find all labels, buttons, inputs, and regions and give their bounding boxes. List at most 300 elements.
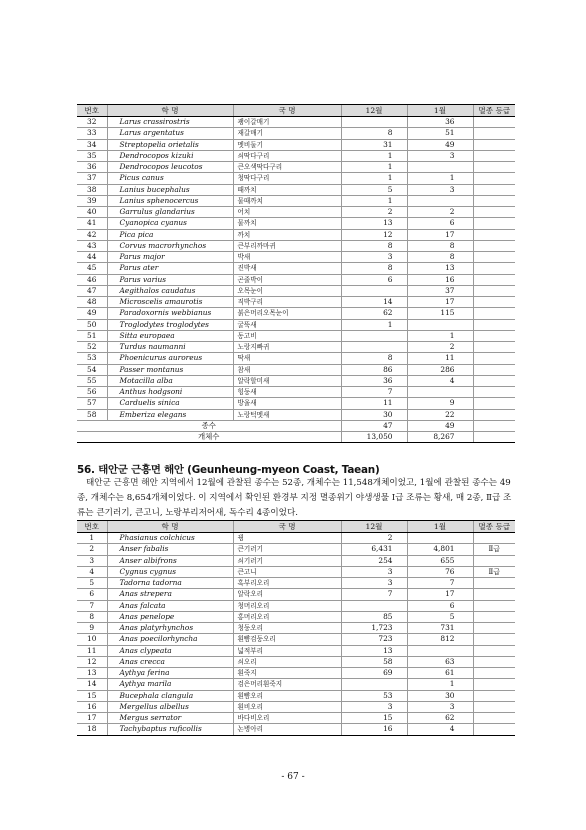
cell-december-count: 58 bbox=[341, 656, 407, 667]
cell-scientific-name: Tadorna tadorna bbox=[107, 578, 233, 589]
cell-january-count bbox=[407, 533, 473, 544]
cell-endangered-grade bbox=[473, 623, 515, 634]
cell-endangered-grade bbox=[473, 128, 515, 139]
cell-korean-name: 진박새 bbox=[233, 263, 341, 274]
cell-endangered-grade bbox=[473, 375, 515, 386]
cell-korean-name: 알락오리 bbox=[233, 589, 341, 600]
table-row bbox=[77, 207, 515, 218]
individual-count-grade bbox=[473, 432, 515, 443]
cell-december-count: 723 bbox=[341, 634, 407, 645]
cell-number: 13 bbox=[77, 668, 107, 679]
cell-december-count: 14 bbox=[341, 297, 407, 308]
header-december: 12월 bbox=[341, 521, 407, 533]
cell-number: 17 bbox=[77, 713, 107, 724]
cell-december-count bbox=[341, 330, 407, 341]
cell-endangered-grade: Ⅱ급 bbox=[473, 566, 515, 577]
cell-january-count: 4,801 bbox=[407, 544, 473, 555]
cell-number: 45 bbox=[77, 263, 107, 274]
cell-scientific-name: Anas penelope bbox=[107, 611, 233, 622]
cell-december-count: 8 bbox=[341, 353, 407, 364]
cell-korean-name: 쇠기러기 bbox=[233, 555, 341, 566]
cell-number: 36 bbox=[77, 162, 107, 173]
cell-january-count bbox=[407, 387, 473, 398]
cell-scientific-name: Pica pica bbox=[107, 229, 233, 240]
header-scientific-name: 학 명 bbox=[107, 521, 233, 533]
cell-january-count: 49 bbox=[407, 139, 473, 150]
species-count-january: 49 bbox=[407, 420, 473, 431]
cell-january-count bbox=[407, 319, 473, 330]
cell-december-count: 1 bbox=[341, 162, 407, 173]
cell-scientific-name: Aythya marila bbox=[107, 679, 233, 690]
cell-korean-name: 홍머리오리 bbox=[233, 611, 341, 622]
cell-korean-name: 곤줄박이 bbox=[233, 274, 341, 285]
cell-korean-name: 큰기러기 bbox=[233, 544, 341, 555]
table-row bbox=[77, 139, 515, 150]
table-row bbox=[77, 364, 515, 375]
bird-survey-table-geunheung bbox=[77, 520, 515, 736]
cell-december-count bbox=[341, 600, 407, 611]
cell-korean-name: 쇠오리 bbox=[233, 656, 341, 667]
table-row bbox=[77, 353, 515, 364]
cell-december-count: 15 bbox=[341, 713, 407, 724]
cell-january-count: 655 bbox=[407, 555, 473, 566]
cell-number: 6 bbox=[77, 589, 107, 600]
cell-scientific-name: Parus varius bbox=[107, 274, 233, 285]
cell-korean-name: 붉은머리오목눈이 bbox=[233, 308, 341, 319]
cell-endangered-grade bbox=[473, 173, 515, 184]
cell-number: 49 bbox=[77, 308, 107, 319]
table-row bbox=[77, 319, 515, 330]
cell-korean-name: 때까치 bbox=[233, 184, 341, 195]
cell-endangered-grade bbox=[473, 656, 515, 667]
table-row bbox=[77, 274, 515, 285]
cell-scientific-name: Turdus naumanni bbox=[107, 342, 233, 353]
cell-january-count: 115 bbox=[407, 308, 473, 319]
table-row bbox=[77, 645, 515, 656]
cell-endangered-grade bbox=[473, 713, 515, 724]
cell-korean-name: 흰뺨오리 bbox=[233, 690, 341, 701]
cell-scientific-name: Anser albifrons bbox=[107, 555, 233, 566]
cell-korean-name: 딱새 bbox=[233, 353, 341, 364]
table-row bbox=[77, 229, 515, 240]
cell-endangered-grade bbox=[473, 398, 515, 409]
cell-scientific-name: Troglodytes troglodytes bbox=[107, 319, 233, 330]
cell-endangered-grade bbox=[473, 364, 515, 375]
table-row bbox=[77, 713, 515, 724]
cell-scientific-name: Parus major bbox=[107, 252, 233, 263]
cell-endangered-grade bbox=[473, 690, 515, 701]
cell-scientific-name: Anas strepera bbox=[107, 589, 233, 600]
header-endangered-grade: 멸종 등급 bbox=[473, 105, 515, 117]
cell-scientific-name: Dendrocopos kizuki bbox=[107, 150, 233, 161]
table-row bbox=[77, 117, 515, 128]
cell-december-count: 3 bbox=[341, 252, 407, 263]
cell-scientific-name: Cygnus cygnus bbox=[107, 566, 233, 577]
cell-korean-name: 물까치 bbox=[233, 218, 341, 229]
cell-endangered-grade bbox=[473, 533, 515, 544]
table-row bbox=[77, 600, 515, 611]
cell-number: 42 bbox=[77, 229, 107, 240]
cell-scientific-name: Anas clypeata bbox=[107, 645, 233, 656]
table-row bbox=[77, 533, 515, 544]
cell-january-count: 3 bbox=[407, 150, 473, 161]
cell-scientific-name: Larus crassirostris bbox=[107, 117, 233, 128]
cell-scientific-name: Picus canus bbox=[107, 173, 233, 184]
species-count-december: 47 bbox=[341, 420, 407, 431]
cell-endangered-grade bbox=[473, 589, 515, 600]
cell-korean-name: 큰부리까마귀 bbox=[233, 240, 341, 251]
header-january: 1월 bbox=[407, 521, 473, 533]
cell-december-count: 5 bbox=[341, 184, 407, 195]
table-header-row bbox=[77, 105, 515, 117]
cell-january-count: 61 bbox=[407, 668, 473, 679]
individual-count-row bbox=[77, 432, 515, 443]
cell-number: 57 bbox=[77, 398, 107, 409]
cell-korean-name: 검은머리흰죽지 bbox=[233, 679, 341, 690]
header-korean-name: 국 명 bbox=[233, 521, 341, 533]
cell-scientific-name: Mergus serrator bbox=[107, 713, 233, 724]
cell-january-count: 8 bbox=[407, 240, 473, 251]
cell-endangered-grade bbox=[473, 319, 515, 330]
cell-january-count: 62 bbox=[407, 713, 473, 724]
cell-january-count: 22 bbox=[407, 409, 473, 420]
cell-december-count: 8 bbox=[341, 263, 407, 274]
cell-january-count: 5 bbox=[407, 611, 473, 622]
cell-korean-name: 동고비 bbox=[233, 330, 341, 341]
cell-korean-name: 흰죽지 bbox=[233, 668, 341, 679]
header-no: 번호 bbox=[77, 105, 107, 117]
table-row bbox=[77, 308, 515, 319]
table-row bbox=[77, 409, 515, 420]
cell-january-count bbox=[407, 162, 473, 173]
cell-january-count: 9 bbox=[407, 398, 473, 409]
cell-january-count: 63 bbox=[407, 656, 473, 667]
cell-january-count: 3 bbox=[407, 701, 473, 712]
cell-december-count: 3 bbox=[341, 578, 407, 589]
table-header-row bbox=[77, 521, 515, 533]
cell-scientific-name: Motacilla alba bbox=[107, 375, 233, 386]
cell-december-count: 254 bbox=[341, 555, 407, 566]
cell-december-count: 1,723 bbox=[341, 623, 407, 634]
cell-korean-name: 참새 bbox=[233, 364, 341, 375]
cell-january-count: 1 bbox=[407, 330, 473, 341]
cell-scientific-name: Tachybaptus ruficollis bbox=[107, 724, 233, 735]
table-row bbox=[77, 297, 515, 308]
cell-january-count: 731 bbox=[407, 623, 473, 634]
cell-december-count: 6,431 bbox=[341, 544, 407, 555]
cell-korean-name: 큰고니 bbox=[233, 566, 341, 577]
table-row bbox=[77, 566, 515, 577]
cell-december-count: 7 bbox=[341, 589, 407, 600]
cell-december-count: 86 bbox=[341, 364, 407, 375]
cell-january-count: 7 bbox=[407, 578, 473, 589]
cell-december-count bbox=[341, 117, 407, 128]
cell-scientific-name: Larus argentatus bbox=[107, 128, 233, 139]
table-row bbox=[77, 555, 515, 566]
cell-endangered-grade bbox=[473, 342, 515, 353]
header-january: 1월 bbox=[407, 105, 473, 117]
table-row bbox=[77, 724, 515, 735]
page-number: - 67 - bbox=[281, 772, 305, 782]
cell-january-count: 17 bbox=[407, 229, 473, 240]
table-row bbox=[77, 398, 515, 409]
cell-number: 2 bbox=[77, 544, 107, 555]
cell-korean-name: 어치 bbox=[233, 207, 341, 218]
cell-december-count: 31 bbox=[341, 139, 407, 150]
cell-korean-name: 알락할미새 bbox=[233, 375, 341, 386]
table-row bbox=[77, 252, 515, 263]
cell-number: 53 bbox=[77, 353, 107, 364]
cell-scientific-name: Anas poecilorhyncha bbox=[107, 634, 233, 645]
cell-endangered-grade bbox=[473, 679, 515, 690]
cell-january-count: 4 bbox=[407, 724, 473, 735]
cell-january-count: 286 bbox=[407, 364, 473, 375]
cell-number: 38 bbox=[77, 184, 107, 195]
cell-korean-name: 까치 bbox=[233, 229, 341, 240]
table-row bbox=[77, 342, 515, 353]
cell-january-count: 6 bbox=[407, 600, 473, 611]
cell-number: 16 bbox=[77, 701, 107, 712]
table-row bbox=[77, 195, 515, 206]
cell-endangered-grade bbox=[473, 387, 515, 398]
cell-korean-name: 큰오색딱다구리 bbox=[233, 162, 341, 173]
cell-endangered-grade bbox=[473, 150, 515, 161]
cell-endangered-grade bbox=[473, 330, 515, 341]
species-count-label: 종수 bbox=[77, 420, 341, 431]
table-row bbox=[77, 634, 515, 645]
cell-january-count: 812 bbox=[407, 634, 473, 645]
cell-december-count: 1 bbox=[341, 195, 407, 206]
cell-december-count: 2 bbox=[341, 533, 407, 544]
cell-scientific-name: Garrulus glandarius bbox=[107, 207, 233, 218]
cell-number: 7 bbox=[77, 600, 107, 611]
cell-number: 12 bbox=[77, 656, 107, 667]
cell-scientific-name: Anas platyrhynchos bbox=[107, 623, 233, 634]
cell-scientific-name: Anthus hodgsoni bbox=[107, 387, 233, 398]
cell-scientific-name: Paradoxornis webbianus bbox=[107, 308, 233, 319]
cell-number: 39 bbox=[77, 195, 107, 206]
cell-december-count: 36 bbox=[341, 375, 407, 386]
cell-endangered-grade bbox=[473, 409, 515, 420]
cell-january-count: 2 bbox=[407, 342, 473, 353]
cell-december-count: 6 bbox=[341, 274, 407, 285]
cell-korean-name: 재갈매기 bbox=[233, 128, 341, 139]
cell-december-count: 3 bbox=[341, 566, 407, 577]
header-no: 번호 bbox=[77, 521, 107, 533]
cell-december-count: 8 bbox=[341, 128, 407, 139]
header-korean-name: 국 명 bbox=[233, 105, 341, 117]
cell-endangered-grade bbox=[473, 611, 515, 622]
cell-january-count: 4 bbox=[407, 375, 473, 386]
cell-number: 18 bbox=[77, 724, 107, 735]
cell-scientific-name: Aythya ferina bbox=[107, 668, 233, 679]
cell-january-count: 3 bbox=[407, 184, 473, 195]
table-row bbox=[77, 578, 515, 589]
cell-scientific-name: Lanius bucephalus bbox=[107, 184, 233, 195]
cell-december-count: 12 bbox=[341, 229, 407, 240]
cell-scientific-name: Bucephala clangula bbox=[107, 690, 233, 701]
cell-korean-name: 흰비오리 bbox=[233, 701, 341, 712]
cell-december-count: 8 bbox=[341, 240, 407, 251]
cell-january-count: 36 bbox=[407, 117, 473, 128]
cell-number: 55 bbox=[77, 375, 107, 386]
cell-number: 43 bbox=[77, 240, 107, 251]
cell-endangered-grade bbox=[473, 724, 515, 735]
cell-january-count: 2 bbox=[407, 207, 473, 218]
cell-number: 51 bbox=[77, 330, 107, 341]
cell-endangered-grade bbox=[473, 701, 515, 712]
table-row bbox=[77, 240, 515, 251]
bird-survey-table-continued bbox=[77, 104, 515, 443]
species-count-grade bbox=[473, 420, 515, 431]
cell-number: 40 bbox=[77, 207, 107, 218]
cell-scientific-name: Anas falcata bbox=[107, 600, 233, 611]
cell-december-count: 69 bbox=[341, 668, 407, 679]
cell-december-count bbox=[341, 342, 407, 353]
cell-december-count: 16 bbox=[341, 724, 407, 735]
cell-korean-name: 괭이갈매기 bbox=[233, 117, 341, 128]
cell-endangered-grade bbox=[473, 240, 515, 251]
cell-korean-name: 멧비둘기 bbox=[233, 139, 341, 150]
cell-korean-name: 힝둥새 bbox=[233, 387, 341, 398]
table-row bbox=[77, 387, 515, 398]
cell-scientific-name: Aegithalos caudatus bbox=[107, 285, 233, 296]
cell-number: 8 bbox=[77, 611, 107, 622]
cell-scientific-name: Emberiza elegans bbox=[107, 409, 233, 420]
table-row bbox=[77, 173, 515, 184]
cell-number: 15 bbox=[77, 690, 107, 701]
individual-count-december: 13,050 bbox=[341, 432, 407, 443]
cell-number: 47 bbox=[77, 285, 107, 296]
cell-january-count: 16 bbox=[407, 274, 473, 285]
cell-endangered-grade bbox=[473, 139, 515, 150]
cell-endangered-grade bbox=[473, 162, 515, 173]
table-row bbox=[77, 375, 515, 386]
cell-endangered-grade bbox=[473, 229, 515, 240]
cell-january-count: 17 bbox=[407, 589, 473, 600]
cell-december-count: 1 bbox=[341, 319, 407, 330]
cell-number: 33 bbox=[77, 128, 107, 139]
cell-number: 3 bbox=[77, 555, 107, 566]
table-row bbox=[77, 184, 515, 195]
table-row bbox=[77, 690, 515, 701]
cell-january-count: 1 bbox=[407, 679, 473, 690]
cell-number: 52 bbox=[77, 342, 107, 353]
cell-number: 4 bbox=[77, 566, 107, 577]
table-row bbox=[77, 263, 515, 274]
cell-korean-name: 청둥오리 bbox=[233, 623, 341, 634]
cell-scientific-name: Passer montanus bbox=[107, 364, 233, 375]
cell-scientific-name: Parus ater bbox=[107, 263, 233, 274]
cell-scientific-name: Carduelis sinica bbox=[107, 398, 233, 409]
cell-scientific-name: Cyanopica cyanus bbox=[107, 218, 233, 229]
cell-endangered-grade bbox=[473, 634, 515, 645]
cell-endangered-grade bbox=[473, 263, 515, 274]
cell-january-count: 30 bbox=[407, 690, 473, 701]
individual-count-label: 개체수 bbox=[77, 432, 341, 443]
cell-endangered-grade bbox=[473, 600, 515, 611]
table-row bbox=[77, 679, 515, 690]
section-paragraph: 태안군 근흥면 해안 지역에서 12월에 관찰된 종수는 52종, 개체수는 11,548개체이었고, 1월에 관찰된 종수는 49종, 개체수는 8,654개체이었다. 이 지역에서 확인된 환경부 지정 멸종위기 야생생물 Ⅰ급 조류는 황새, 매 2종, Ⅱ급 조류는 큰기러기, 큰고니, 노랑부리저어새, 독수리 4종이었다. bbox=[77, 478, 512, 518]
cell-december-count bbox=[341, 285, 407, 296]
table-row bbox=[77, 128, 515, 139]
cell-korean-name: 쇠딱다구리 bbox=[233, 150, 341, 161]
cell-scientific-name: Dendrocopos leucotos bbox=[107, 162, 233, 173]
cell-january-count: 11 bbox=[407, 353, 473, 364]
cell-endangered-grade bbox=[473, 297, 515, 308]
cell-korean-name: 논병아리 bbox=[233, 724, 341, 735]
cell-korean-name: 박새 bbox=[233, 252, 341, 263]
cell-korean-name: 청머리오리 bbox=[233, 600, 341, 611]
cell-number: 50 bbox=[77, 319, 107, 330]
cell-scientific-name: Streptopelia orietalis bbox=[107, 139, 233, 150]
cell-endangered-grade bbox=[473, 645, 515, 656]
section-title: 56. 태안군 근흥면 해안 (Geunheung-myeon Coast, Taean) bbox=[77, 464, 380, 476]
cell-december-count: 1 bbox=[341, 173, 407, 184]
cell-january-count: 51 bbox=[407, 128, 473, 139]
cell-number: 34 bbox=[77, 139, 107, 150]
cell-endangered-grade bbox=[473, 285, 515, 296]
cell-korean-name: 꿩 bbox=[233, 533, 341, 544]
cell-december-count bbox=[341, 679, 407, 690]
table-row bbox=[77, 330, 515, 341]
cell-scientific-name: Phoenicurus auroreus bbox=[107, 353, 233, 364]
cell-endangered-grade bbox=[473, 353, 515, 364]
cell-december-count: 85 bbox=[341, 611, 407, 622]
table-row bbox=[77, 162, 515, 173]
cell-korean-name: 바다비오리 bbox=[233, 713, 341, 724]
cell-korean-name: 흰뺨검둥오리 bbox=[233, 634, 341, 645]
header-scientific-name: 학 명 bbox=[107, 105, 233, 117]
cell-number: 5 bbox=[77, 578, 107, 589]
cell-korean-name: 혹부리오리 bbox=[233, 578, 341, 589]
table-row bbox=[77, 623, 515, 634]
cell-january-count: 8 bbox=[407, 252, 473, 263]
cell-december-count: 1 bbox=[341, 150, 407, 161]
cell-scientific-name: Sitta europaea bbox=[107, 330, 233, 341]
table-row bbox=[77, 150, 515, 161]
cell-korean-name: 직박구리 bbox=[233, 297, 341, 308]
cell-endangered-grade bbox=[473, 207, 515, 218]
cell-korean-name: 넓적부리 bbox=[233, 645, 341, 656]
cell-endangered-grade bbox=[473, 218, 515, 229]
cell-endangered-grade bbox=[473, 274, 515, 285]
cell-endangered-grade bbox=[473, 184, 515, 195]
cell-korean-name: 청딱다구리 bbox=[233, 173, 341, 184]
cell-scientific-name: Anser fabalis bbox=[107, 544, 233, 555]
cell-january-count bbox=[407, 645, 473, 656]
cell-korean-name: 물때까치 bbox=[233, 195, 341, 206]
table-row bbox=[77, 611, 515, 622]
cell-korean-name: 굴뚝새 bbox=[233, 319, 341, 330]
table-row bbox=[77, 701, 515, 712]
cell-scientific-name: Lanius sphenocercus bbox=[107, 195, 233, 206]
cell-korean-name: 방울새 bbox=[233, 398, 341, 409]
cell-endangered-grade bbox=[473, 117, 515, 128]
cell-january-count: 76 bbox=[407, 566, 473, 577]
cell-number: 32 bbox=[77, 117, 107, 128]
cell-scientific-name: Corvus macrorhynchos bbox=[107, 240, 233, 251]
cell-number: 35 bbox=[77, 150, 107, 161]
cell-december-count: 30 bbox=[341, 409, 407, 420]
cell-number: 10 bbox=[77, 634, 107, 645]
cell-december-count: 13 bbox=[341, 218, 407, 229]
table-row bbox=[77, 285, 515, 296]
cell-december-count: 62 bbox=[341, 308, 407, 319]
cell-number: 9 bbox=[77, 623, 107, 634]
cell-january-count: 13 bbox=[407, 263, 473, 274]
table-row bbox=[77, 668, 515, 679]
